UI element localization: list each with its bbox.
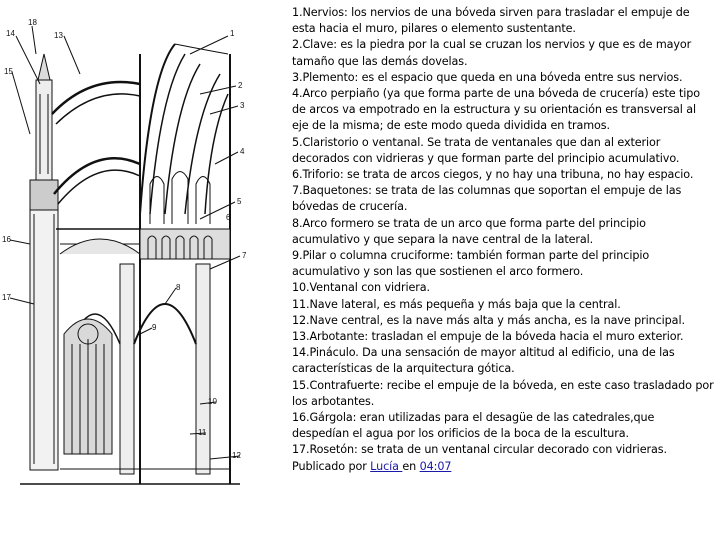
callout-label: 9 [152,323,157,332]
definition-item: 16.Gárgola: eran utilizadas para el desagüe de las catedrales,que despedían el agua por los orificios de la boca de la escultura. [292,411,655,441]
callout-label: 10 [208,397,217,406]
footer-prefix: Publicado por [292,459,371,473]
footer-middle: en [402,459,420,473]
callout-label: 7 [242,251,247,260]
definition-item: 8.Arco formero se trata de un arco que forma parte del principio acumulativo y que separa la nave central de la lateral. [292,216,646,246]
callout-label: 16 [2,235,11,244]
definition-item: 10.Ventanal con vidriera. [292,281,430,295]
callout-label: 6 [226,213,231,222]
author-link[interactable]: Lucía [370,459,403,473]
callout-label: 5 [237,197,242,206]
callout-label: 4 [240,147,245,156]
definition-item: 1.Nervios: los nervios de una bóveda sirven para trasladar el empuje de esta hacia el muro, pilares o elemento sustentante. [292,6,690,36]
callout-label: 13 [54,31,63,40]
definition-item: 14.Pináculo. Da una sensación de mayor altitud al edificio, una de las características de la arquitectura gótica. [292,346,675,376]
definition-item: 15.Contrafuerte: recibe el empuje de la bóveda, en este caso trasladado por los arbotantes. [292,378,714,408]
gothic-cathedral-section-illustration [0,14,252,514]
callout-label: 14 [6,29,15,38]
definition-item: 12.Nave central, es la nave más alta y más ancha, es la nave principal. [292,313,685,327]
definition-item: 9.Pilar o columna cruciforme: también forman parte del principio acumulativo y son las que sostienen el arco formero. [292,249,650,279]
definition-item: 11.Nave lateral, es más pequeña y más baja que la central. [292,297,621,311]
callout-label: 1 [230,29,235,38]
callout-label: 11 [198,428,207,437]
definitions-list [292,5,714,475]
callout-label: 18 [28,18,37,27]
callout-label: 3 [240,101,245,110]
definition-item: 17.Rosetón: se trata de un ventanal circular decorado con vidrieras. [292,443,667,457]
callout-label: 2 [238,81,243,90]
definition-item: 2.Clave: es la piedra por la cual se cruzan los nervios y que es de mayor tamaño que las demás dovelas. [292,38,692,68]
callout-label: 17 [2,293,11,302]
definition-item: 13.Arbotante: trasladan el empuje de la bóveda hacia el muro exterior. [292,330,684,344]
callout-label: 8 [176,283,181,292]
post-footer [292,459,714,475]
definition-item: 3.Plemento: es el espacio que queda en una bóveda entre sus nervios. [292,70,683,84]
timestamp-link[interactable]: 04:07 [419,459,452,473]
definition-item: 6.Triforio: se trata de arcos ciegos, y no hay una tribuna, no hay espacio. [292,168,694,182]
callout-label: 12 [232,451,241,460]
callout-label: 15 [4,67,13,76]
definition-item: 7.Baquetones: se trata de las columnas que soportan el empuje de las bóvedas de crucería. [292,184,682,214]
definition-item: 4.Arco perpiaño (ya que forma parte de una bóveda de crucería) este tipo de arcos va empotrado en la estructura y su orientación es transversal al eje de la misma; de este modo queda dividida en tramos. [292,87,701,133]
definition-item: 5.Claristorio o ventanal. Se trata de ventanales que dan al exterior decorados con vidrieras y que forman parte del principio acumulativo. [292,135,680,165]
